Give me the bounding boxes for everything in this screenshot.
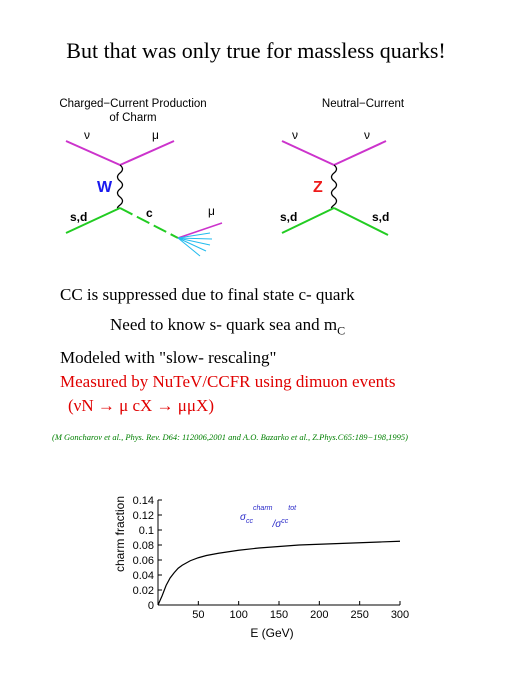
y-tick-label: 0.04 <box>132 570 154 582</box>
text-measured-by-nutev: Measured by NuTeV/CCFR using dimuon events <box>60 372 396 391</box>
cc-diagram-label <box>28 97 238 125</box>
cc-w-label: W <box>97 179 113 196</box>
nc-nu-out-label: ν <box>364 128 370 142</box>
x-tick-label: 250 <box>350 609 369 621</box>
y-tick-label: 0.02 <box>132 585 154 597</box>
cc-muon-line <box>120 141 174 165</box>
cc-muon2-line <box>178 223 222 238</box>
nc-diagram-label: Neutral−Current <box>321 98 405 110</box>
legend-part: /σ <box>272 519 282 530</box>
cc-label-line2: of Charm <box>109 112 157 124</box>
nc-neutrino-in-line <box>282 141 334 165</box>
cc-quark-in-label: s,d <box>70 210 88 224</box>
legend-part: σ <box>240 512 247 523</box>
nc-nu-in-label: ν <box>292 128 298 142</box>
legend-part: cc <box>246 518 254 525</box>
x-axis-ticks <box>192 601 409 621</box>
cc-nu-label: ν <box>84 128 90 142</box>
cc-neutrino-line <box>66 141 120 165</box>
nc-neutrino-out-line <box>334 141 386 165</box>
cc-charm-label: c <box>146 206 153 220</box>
text-cc-suppressed: CC is suppressed due to final state c- quark <box>60 285 355 304</box>
citation-text: (M Goncharov et al., Phys. Rev. D64: 112006,2001 and A.O. Bazarko et al., Z.Phys.C65:189−198,1995) <box>52 432 408 442</box>
cc-mu2-label: μ <box>208 204 215 218</box>
y-tick-label: 0.08 <box>132 540 154 552</box>
legend-part: cc <box>281 518 289 525</box>
text-need-to-know <box>110 315 345 338</box>
chart-legend <box>240 505 297 530</box>
y-tick-label: 0.06 <box>132 555 154 567</box>
y-axis-label: charm fraction <box>113 495 127 573</box>
nc-z-label: Z <box>313 179 323 196</box>
nc-feynman-diagram <box>276 125 406 250</box>
charm-fraction-chart <box>0 480 512 650</box>
x-tick-label: 150 <box>269 609 289 621</box>
charm-fraction-curve <box>158 541 400 605</box>
legend-part: charm <box>253 505 273 512</box>
nc-quark-in-label: s,d <box>280 210 298 224</box>
cc-w-boson-line <box>118 165 123 208</box>
cc-mu-label: μ <box>152 128 159 142</box>
nc-z-boson-line <box>332 165 337 208</box>
cc-label-line1: Charged−Current Production <box>59 98 207 110</box>
legend-part: tot <box>288 505 297 512</box>
y-tick-label: 0.1 <box>138 525 154 537</box>
x-axis-label: E (GeV) <box>250 626 294 640</box>
y-tick-label: 0.12 <box>132 510 154 522</box>
series-layer <box>158 541 400 605</box>
cc-feynman-diagram <box>60 125 230 265</box>
x-tick-label: 200 <box>310 609 329 621</box>
text-need-to-know-main: Need to know s- quark sea and m <box>110 315 338 334</box>
x-tick-label: 100 <box>229 609 248 621</box>
y-tick-label: 0 <box>147 600 154 612</box>
x-tick-label: 300 <box>390 609 410 621</box>
text-dimuon-reaction: (νN → μ cX → μμX) <box>68 396 214 415</box>
y-tick-label: 0.14 <box>132 495 154 507</box>
nc-quark-out-label: s,d <box>372 210 390 224</box>
text-slow-rescaling: Modeled with "slow- rescaling" <box>60 348 277 367</box>
x-tick-label: 50 <box>192 609 205 621</box>
slide-title: But that was only true for massless quarks! <box>66 38 446 63</box>
text-mc-subscript: C <box>337 323 346 338</box>
